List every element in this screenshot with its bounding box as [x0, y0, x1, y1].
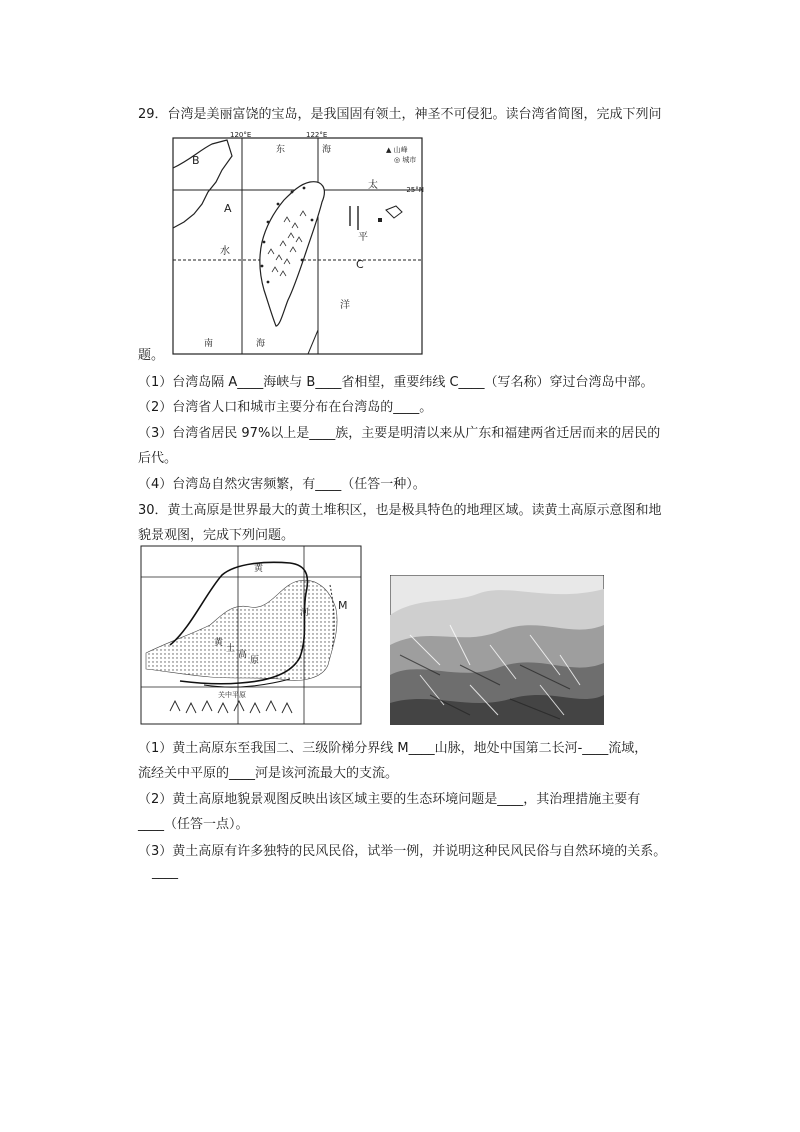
ocean-3: 洋	[340, 300, 350, 311]
ocean-1: 太	[368, 180, 378, 191]
sea-east-1: 东	[276, 145, 286, 155]
loess-landscape-photo	[390, 575, 604, 725]
region-3: 高	[238, 650, 248, 660]
basin-label: 关中平原	[218, 691, 246, 699]
sea-east-2: 海	[322, 145, 332, 155]
q30-intro-b: 貌景观图，完成下列问题。	[138, 528, 295, 543]
q30-sub3: （3）黄土高原有许多独特的民风民俗，试举一例，并说明这种民风民俗与自然环境的关系。	[138, 844, 667, 859]
sea-water: 水	[220, 246, 230, 257]
q30-answer-blank: ____	[152, 865, 178, 880]
q30-sub2a: （2）黄土高原地貌景观图反映出该区域主要的生态环境问题是____，其治理措施主要有	[138, 792, 641, 807]
river-label-2: 河	[300, 608, 310, 618]
taiwan-map	[172, 130, 424, 356]
region-4: 原	[250, 656, 260, 666]
label-M: M	[338, 599, 348, 612]
legend-1: ▲ 山峰	[386, 146, 408, 154]
q29-sub3b: 后代。	[138, 451, 178, 466]
label-A: A	[224, 202, 232, 215]
loess-plateau-map	[140, 545, 362, 725]
region-1: 黄	[214, 638, 224, 648]
ocean-2: 平	[358, 232, 368, 243]
q29-sub3a: （3）台湾省居民 97%以上是____族，主要是明清以来从广东和福建两省迁居而来的居民的	[138, 426, 661, 441]
sea-south-1: 南	[204, 339, 214, 349]
q29-intro: 29．台湾是美丽富饶的宝岛，是我国固有领土，神圣不可侵犯。读台湾省简图，完成下列问	[138, 107, 662, 122]
label-B: B	[192, 154, 200, 167]
lon2-label: 122°E	[306, 131, 328, 139]
sea-south-2: 海	[256, 339, 266, 349]
lon1-label: 120°E	[230, 131, 252, 139]
label-C: C	[356, 258, 364, 271]
q30-sub1b: 流经关中平原的____河是该河流最大的支流。	[138, 766, 399, 781]
q30-intro-a: 30．黄土高原是世界最大的黄土堆积区，也是极具特色的地理区域。读黄土高原示意图和地	[138, 503, 662, 518]
q29-intro-tail: 题。	[138, 348, 165, 363]
region-2: 土	[226, 644, 236, 654]
legend-2: ◎ 城市	[394, 156, 417, 164]
lat-label: 25°N	[406, 186, 424, 194]
q30-sub2b: ____（任答一点）。	[138, 817, 249, 832]
q29-sub4: （4）台湾岛自然灾害频繁，有____（任答一种）。	[138, 477, 426, 492]
river-label-1: 黄	[254, 564, 264, 574]
q30-sub1a: （1）黄土高原东至我国二、三级阶梯分界线 M____山脉，地处中国第二长河-____流域，	[138, 741, 648, 756]
q29-sub1: （1）台湾岛隔 A____海峡与 B____省相望，重要纬线 C____（写名称）穿过台湾岛中部。	[138, 375, 654, 390]
q29-sub2: （2）台湾省人口和城市主要分布在台湾岛的____。	[138, 400, 433, 415]
